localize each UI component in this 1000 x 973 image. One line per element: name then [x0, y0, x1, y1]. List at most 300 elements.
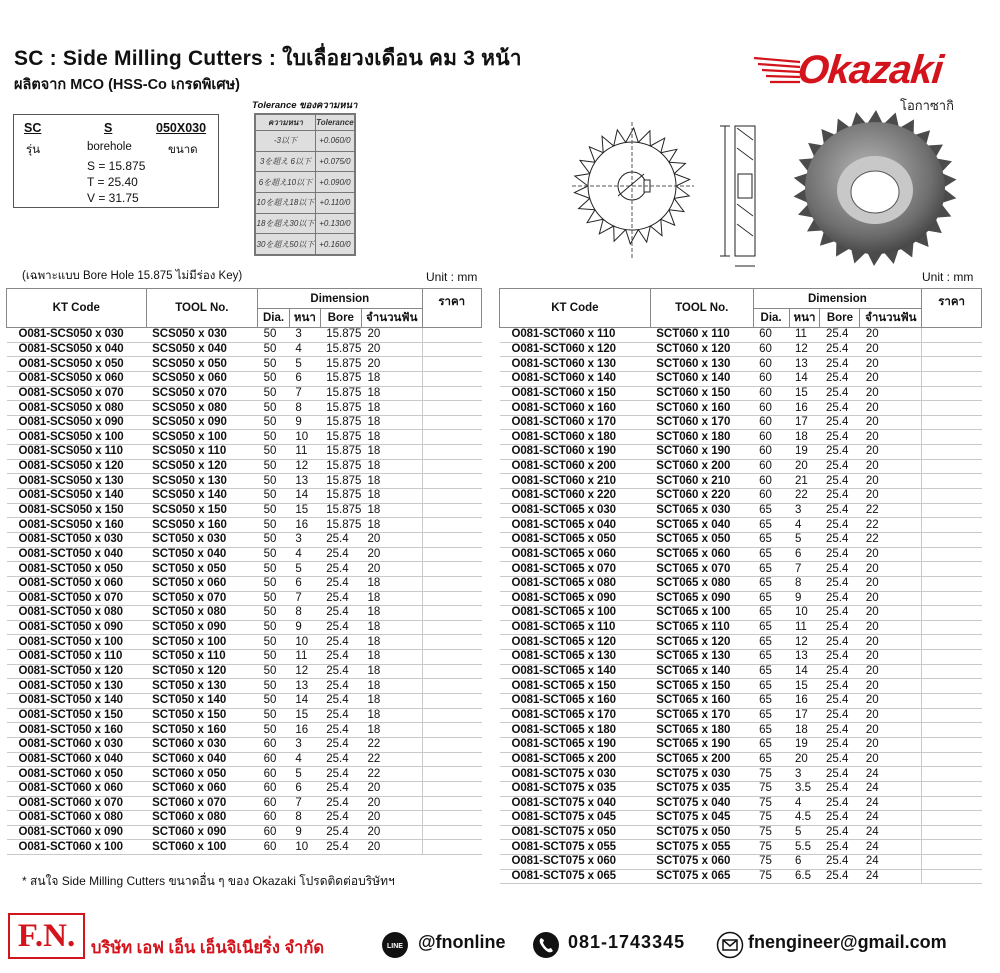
brand-thai: โอกาซากิ [900, 98, 954, 113]
table-row [500, 855, 982, 870]
teeth-cell: 20 [361, 532, 422, 547]
dia-cell: 60 [753, 342, 789, 357]
price-cell [922, 723, 982, 738]
bore-cell: 15.875 [320, 430, 361, 445]
table-row [500, 415, 982, 430]
table-row [500, 357, 982, 372]
table-row [500, 781, 982, 796]
bore-cell: 25.4 [820, 606, 860, 621]
table-row [500, 562, 982, 577]
dia-cell: 65 [753, 752, 789, 767]
page-subtitle: ผลิตจาก MCO (HSS-Co เกรดพิเศษ) [14, 77, 240, 93]
price-cell [922, 401, 982, 416]
thickness-cell: 4 [789, 518, 820, 533]
teeth-cell: 20 [860, 445, 922, 460]
tool-no-cell: SCT065 x 190 [650, 737, 753, 752]
thickness-cell: 20 [789, 752, 820, 767]
tool-no-cell: SCT050 x 050 [146, 562, 257, 577]
tool-no-cell: SCS050 x 080 [146, 401, 257, 416]
kt-code-cell: O081-SCT065 x 110 [500, 620, 651, 635]
dia-cell: 60 [753, 445, 789, 460]
teeth-cell: 22 [361, 752, 422, 767]
thickness-cell: 10 [789, 606, 820, 621]
table-row [500, 342, 982, 357]
bore-cell: 25.4 [820, 459, 860, 474]
dia-cell: 65 [753, 635, 789, 650]
table-row [7, 635, 482, 650]
table-row [500, 869, 982, 884]
code-t-value: T = 25.40 [87, 175, 138, 189]
bore-cell: 25.4 [820, 825, 860, 840]
table-row [500, 503, 982, 518]
bore-cell: 15.875 [320, 489, 361, 504]
tool-no-cell: SCT050 x 030 [146, 532, 257, 547]
price-cell [422, 825, 481, 840]
table-row [7, 694, 482, 709]
bore-cell: 25.4 [820, 767, 860, 782]
email-address[interactable]: fnengineer@gmail.com [748, 932, 947, 952]
table-row [7, 708, 482, 723]
teeth-cell: 18 [361, 664, 422, 679]
price-cell [422, 459, 481, 474]
thickness-cell: 8 [789, 576, 820, 591]
kt-code-cell: O081-SCT060 x 070 [7, 796, 147, 811]
tolerance-value: +0.075/0 [315, 151, 354, 172]
line-id[interactable]: @fnonline [418, 932, 506, 952]
thickness-cell: 16 [289, 723, 320, 738]
bore-cell: 15.875 [320, 445, 361, 460]
dia-cell: 65 [753, 664, 789, 679]
table-row [7, 386, 482, 401]
bore-cell: 25.4 [820, 532, 860, 547]
price-cell [422, 357, 481, 372]
teeth-cell: 20 [361, 357, 422, 372]
phone-icon[interactable] [532, 931, 560, 959]
thickness-cell: 15 [289, 503, 320, 518]
kt-code-cell: O081-SCT065 x 130 [500, 650, 651, 665]
table-row [500, 328, 982, 343]
price-cell [422, 489, 481, 504]
table-row [7, 650, 482, 665]
thickness-cell: 6 [289, 781, 320, 796]
tool-no-cell: SCS050 x 070 [146, 386, 257, 401]
dia-cell: 50 [258, 708, 290, 723]
table-row [500, 576, 982, 591]
tolerance-range: -3以下 [256, 131, 316, 152]
header-bore: Bore [820, 309, 860, 328]
table-row [7, 825, 482, 840]
price-cell [922, 679, 982, 694]
bore-cell: 15.875 [320, 401, 361, 416]
price-cell [922, 371, 982, 386]
kt-code-cell: O081-SCT060 x 150 [500, 386, 651, 401]
kt-code-cell: O081-SCT075 x 040 [500, 796, 651, 811]
table-row [500, 430, 982, 445]
dia-cell: 60 [753, 489, 789, 504]
page-title: SC : Side Milling Cutters : ใบเลื่อยวงเดือน คม 3 หน้า [14, 47, 522, 70]
price-cell [422, 328, 481, 343]
teeth-cell: 18 [361, 723, 422, 738]
bore-cell: 25.4 [820, 811, 860, 826]
header-thickness: หนา [289, 309, 320, 328]
bore-cell: 25.4 [320, 840, 361, 855]
tool-no-cell: SCT065 x 110 [650, 620, 753, 635]
unit-label-left: Unit : mm [426, 270, 478, 284]
cutter-technical-drawing [570, 118, 780, 276]
price-cell [922, 591, 982, 606]
bore-cell: 25.4 [820, 357, 860, 372]
tool-no-cell: SCS050 x 100 [146, 430, 257, 445]
thickness-cell: 6 [789, 547, 820, 562]
kt-code-cell: O081-SCT065 x 080 [500, 576, 651, 591]
kt-code-cell: O081-SCT065 x 170 [500, 708, 651, 723]
bore-hole-note: (เฉพาะแบบ Bore Hole 15.875 ไม่มีร่อง Key) [22, 270, 243, 282]
bore-cell: 25.4 [820, 635, 860, 650]
thickness-cell: 9 [289, 825, 320, 840]
header-price: ราคา [922, 289, 982, 328]
bore-cell: 25.4 [320, 708, 361, 723]
table-row [500, 650, 982, 665]
teeth-cell: 20 [860, 723, 922, 738]
bore-cell: 15.875 [320, 415, 361, 430]
table-row [7, 576, 482, 591]
kt-code-cell: O081-SCT060 x 130 [500, 357, 651, 372]
price-cell [922, 635, 982, 650]
teeth-cell: 22 [860, 532, 922, 547]
dia-cell: 50 [258, 694, 290, 709]
tool-no-cell: SCT065 x 200 [650, 752, 753, 767]
dia-cell: 75 [753, 825, 789, 840]
thickness-cell: 16 [289, 518, 320, 533]
bore-cell: 25.4 [820, 415, 860, 430]
kt-code-cell: O081-SCT060 x 030 [7, 737, 147, 752]
table-row [7, 371, 482, 386]
dia-cell: 50 [258, 371, 290, 386]
code-example-box [13, 114, 219, 208]
company-name: บริษัท เอฟ เอ็น เอ็นจิเนียริ่ง จำกัด [91, 939, 325, 957]
dia-cell: 65 [753, 679, 789, 694]
price-cell [422, 474, 481, 489]
tolerance-value: +0.160/0 [315, 234, 354, 255]
thickness-cell: 12 [289, 664, 320, 679]
tolerance-value: +0.090/0 [315, 172, 354, 193]
bore-cell: 15.875 [320, 342, 361, 357]
teeth-cell: 18 [361, 576, 422, 591]
code-size: 050X030 [156, 121, 207, 135]
price-cell [422, 752, 481, 767]
thickness-cell: 13 [289, 679, 320, 694]
tool-no-cell: SCT065 x 070 [650, 562, 753, 577]
price-cell [922, 532, 982, 547]
dia-cell: 60 [753, 357, 789, 372]
kt-code-cell: O081-SCT075 x 050 [500, 825, 651, 840]
teeth-cell: 20 [361, 328, 422, 343]
thickness-cell: 6 [789, 855, 820, 870]
bore-cell: 25.4 [820, 694, 860, 709]
dia-cell: 65 [753, 620, 789, 635]
dia-cell: 50 [258, 489, 290, 504]
tool-no-cell: SCT060 x 190 [650, 445, 753, 460]
line-icon[interactable] [381, 931, 409, 959]
price-cell [922, 342, 982, 357]
teeth-cell: 18 [361, 474, 422, 489]
dia-cell: 60 [258, 737, 290, 752]
table-row [500, 811, 982, 826]
header-teeth: จำนวนฟัน [860, 309, 922, 328]
code-s-value: S = 15.875 [87, 159, 146, 173]
teeth-cell: 22 [361, 737, 422, 752]
thickness-cell: 19 [789, 445, 820, 460]
kt-code-cell: O081-SCT065 x 180 [500, 723, 651, 738]
bore-cell: 25.4 [320, 679, 361, 694]
dia-cell: 50 [258, 386, 290, 401]
tool-no-cell: SCT065 x 180 [650, 723, 753, 738]
table-row [500, 694, 982, 709]
thickness-cell: 13 [289, 474, 320, 489]
dia-cell: 75 [753, 767, 789, 782]
table-row [500, 474, 982, 489]
thickness-cell: 5 [289, 357, 320, 372]
tool-no-cell: SCT075 x 035 [650, 781, 753, 796]
kt-code-cell: O081-SCT075 x 055 [500, 840, 651, 855]
bore-cell: 25.4 [820, 547, 860, 562]
tool-no-cell: SCS050 x 110 [146, 445, 257, 460]
tool-no-cell: SCS050 x 090 [146, 415, 257, 430]
tool-no-cell: SCT065 x 170 [650, 708, 753, 723]
thickness-cell: 11 [789, 328, 820, 343]
bore-cell: 25.4 [320, 635, 361, 650]
thickness-cell: 5 [289, 562, 320, 577]
tool-no-cell: SCT060 x 040 [146, 752, 257, 767]
thickness-cell: 5.5 [789, 840, 820, 855]
teeth-cell: 20 [361, 825, 422, 840]
bore-cell: 25.4 [320, 620, 361, 635]
kt-code-cell: O081-SCT065 x 150 [500, 679, 651, 694]
price-cell [422, 840, 481, 855]
code-s-caption: borehole [87, 141, 132, 153]
tool-no-cell: SCT050 x 080 [146, 606, 257, 621]
price-cell [422, 796, 481, 811]
price-cell [922, 869, 982, 884]
thickness-cell: 3 [789, 767, 820, 782]
kt-code-cell: O081-SCT060 x 140 [500, 371, 651, 386]
tolerance-value: +0.060/0 [315, 131, 354, 152]
dia-cell: 65 [753, 708, 789, 723]
thickness-cell: 9 [289, 620, 320, 635]
kt-code-cell: O081-SCS050 x 090 [7, 415, 147, 430]
kt-code-cell: O081-SCT065 x 160 [500, 694, 651, 709]
tool-no-cell: SCS050 x 040 [146, 342, 257, 357]
kt-code-cell: O081-SCT060 x 040 [7, 752, 147, 767]
tool-no-cell: SCT065 x 080 [650, 576, 753, 591]
teeth-cell: 18 [361, 503, 422, 518]
teeth-cell: 20 [361, 342, 422, 357]
price-cell [422, 342, 481, 357]
thickness-cell: 18 [789, 723, 820, 738]
kt-code-cell: O081-SCT075 x 045 [500, 811, 651, 826]
tool-no-cell: SCT060 x 170 [650, 415, 753, 430]
table-row [500, 606, 982, 621]
spec-table-left [6, 288, 482, 855]
tool-no-cell: SCS050 x 130 [146, 474, 257, 489]
tool-no-cell: SCT060 x 110 [650, 328, 753, 343]
kt-code-cell: O081-SCS050 x 150 [7, 503, 147, 518]
header-price: ราคา [422, 289, 481, 328]
dia-cell: 60 [753, 430, 789, 445]
kt-code-cell: O081-SCT075 x 035 [500, 781, 651, 796]
teeth-cell: 24 [860, 781, 922, 796]
header-tool-no: TOOL No. [650, 289, 753, 328]
thickness-cell: 4 [789, 796, 820, 811]
table-row [500, 489, 982, 504]
dia-cell: 50 [258, 576, 290, 591]
thickness-cell: 6.5 [789, 869, 820, 884]
teeth-cell: 18 [361, 620, 422, 635]
teeth-cell: 20 [860, 591, 922, 606]
teeth-cell: 24 [860, 825, 922, 840]
tool-no-cell: SCT060 x 100 [146, 840, 257, 855]
teeth-cell: 20 [361, 840, 422, 855]
fn-logo: F.N. [8, 913, 85, 959]
price-cell [922, 357, 982, 372]
header-bore: Bore [320, 309, 361, 328]
thickness-cell: 6 [289, 576, 320, 591]
tool-no-cell: SCT060 x 140 [650, 371, 753, 386]
dia-cell: 50 [258, 357, 290, 372]
bore-cell: 25.4 [820, 489, 860, 504]
thickness-cell: 12 [789, 635, 820, 650]
table-row [7, 503, 482, 518]
thickness-cell: 22 [789, 489, 820, 504]
price-cell [922, 767, 982, 782]
thickness-cell: 10 [289, 635, 320, 650]
tool-no-cell: SCS050 x 050 [146, 357, 257, 372]
price-cell [922, 547, 982, 562]
teeth-cell: 22 [860, 503, 922, 518]
price-cell [922, 518, 982, 533]
tool-no-cell: SCT065 x 130 [650, 650, 753, 665]
thickness-cell: 4 [289, 342, 320, 357]
thickness-cell: 12 [289, 459, 320, 474]
teeth-cell: 24 [860, 869, 922, 884]
dia-cell: 50 [258, 679, 290, 694]
dia-cell: 50 [258, 503, 290, 518]
cutter-product-photo [790, 108, 960, 268]
teeth-cell: 20 [860, 430, 922, 445]
dia-cell: 65 [753, 606, 789, 621]
bore-cell: 25.4 [320, 532, 361, 547]
table-row [7, 752, 482, 767]
table-row [500, 723, 982, 738]
header-tool-no: TOOL No. [146, 289, 257, 328]
kt-code-cell: O081-SCS050 x 160 [7, 518, 147, 533]
thickness-cell: 3 [289, 328, 320, 343]
kt-code-cell: O081-SCT065 x 070 [500, 562, 651, 577]
teeth-cell: 20 [860, 620, 922, 635]
tool-no-cell: SCT050 x 130 [146, 679, 257, 694]
tool-no-cell: SCT065 x 120 [650, 635, 753, 650]
tool-no-cell: SCT075 x 030 [650, 767, 753, 782]
price-cell [422, 723, 481, 738]
bore-cell: 25.4 [320, 694, 361, 709]
kt-code-cell: O081-SCT050 x 150 [7, 708, 147, 723]
teeth-cell: 20 [860, 328, 922, 343]
table-row [7, 606, 482, 621]
kt-code-cell: O081-SCT065 x 090 [500, 591, 651, 606]
teeth-cell: 20 [860, 737, 922, 752]
tolerance-table [254, 113, 356, 256]
dia-cell: 50 [258, 532, 290, 547]
price-cell [422, 767, 481, 782]
phone-number[interactable]: 081-1743345 [568, 932, 686, 952]
dia-cell: 60 [258, 811, 290, 826]
dia-cell: 50 [258, 664, 290, 679]
dia-cell: 50 [258, 459, 290, 474]
teeth-cell: 18 [361, 650, 422, 665]
tool-no-cell: SCT060 x 060 [146, 781, 257, 796]
price-cell [922, 459, 982, 474]
price-cell [422, 591, 481, 606]
dia-cell: 65 [753, 503, 789, 518]
teeth-cell: 20 [860, 459, 922, 474]
tool-no-cell: SCT060 x 070 [146, 796, 257, 811]
dia-cell: 50 [258, 401, 290, 416]
bore-cell: 15.875 [320, 386, 361, 401]
table-row [500, 371, 982, 386]
tolerance-range: 18を超え30以下 [256, 213, 316, 234]
bore-cell: 25.4 [820, 518, 860, 533]
dia-cell: 60 [258, 752, 290, 767]
tool-no-cell: SCT060 x 200 [650, 459, 753, 474]
price-cell [422, 781, 481, 796]
bore-cell: 25.4 [820, 708, 860, 723]
table-row [500, 664, 982, 679]
bore-cell: 25.4 [820, 371, 860, 386]
thickness-cell: 11 [289, 445, 320, 460]
teeth-cell: 18 [361, 459, 422, 474]
bore-cell: 25.4 [820, 620, 860, 635]
price-cell [922, 855, 982, 870]
thickness-cell: 7 [289, 796, 320, 811]
dia-cell: 50 [258, 328, 290, 343]
bore-cell: 25.4 [320, 825, 361, 840]
kt-code-cell: O081-SCT065 x 030 [500, 503, 651, 518]
table-row [7, 328, 482, 343]
kt-code-cell: O081-SCT050 x 080 [7, 606, 147, 621]
bore-cell: 25.4 [820, 562, 860, 577]
kt-code-cell: O081-SCS050 x 030 [7, 328, 147, 343]
table-row [500, 518, 982, 533]
dia-cell: 75 [753, 796, 789, 811]
tool-no-cell: SCT060 x 130 [650, 357, 753, 372]
dia-cell: 50 [258, 445, 290, 460]
teeth-cell: 18 [361, 708, 422, 723]
table-row [500, 708, 982, 723]
table-row [7, 811, 482, 826]
price-cell [922, 430, 982, 445]
table-row [500, 679, 982, 694]
dia-cell: 50 [258, 547, 290, 562]
teeth-cell: 20 [860, 650, 922, 665]
email-icon[interactable] [716, 931, 744, 959]
tool-no-cell: SCT050 x 120 [146, 664, 257, 679]
bore-cell: 25.4 [820, 752, 860, 767]
tool-no-cell: SCT050 x 040 [146, 547, 257, 562]
header-dimension: Dimension [753, 289, 922, 309]
thickness-cell: 9 [789, 591, 820, 606]
bore-cell: 25.4 [820, 386, 860, 401]
dia-cell: 60 [258, 840, 290, 855]
